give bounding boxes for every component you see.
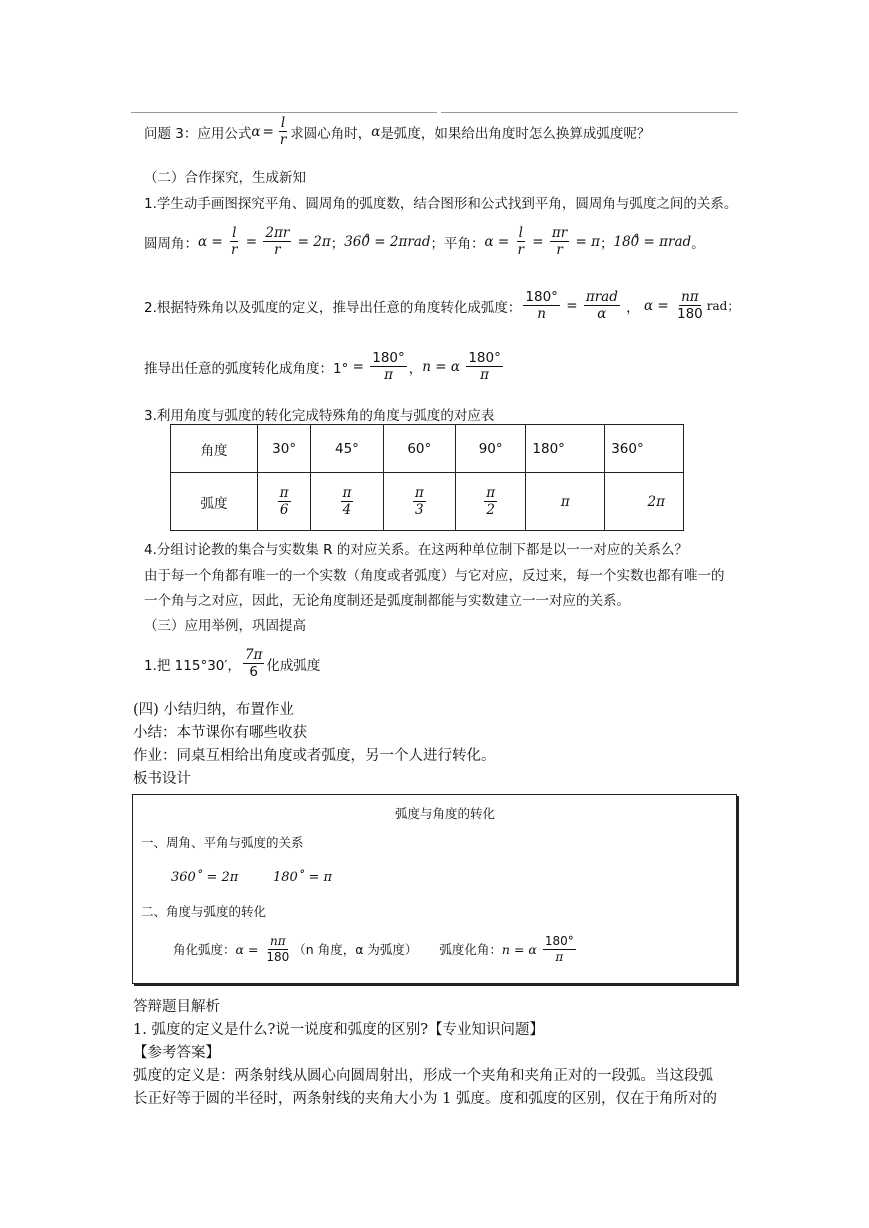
board-section-2: 二、角度与弧度的转化	[141, 904, 267, 919]
table-cell: π	[526, 473, 605, 531]
summary: 小结：本节课你有哪些收获	[133, 725, 307, 741]
answer-reference: 【参考答案】	[133, 1045, 220, 1061]
equation-circle-angle: 圆周角： α = $\frac{l}{r}$ = $\frac{2\pi r}{r}$ = 2π ； 360̊ = 2πrad ；平角： α = $\frac{l}{r}$ = $\frac{\pi r}{r}$ = π ； 180̊ = πrad 。	[144, 225, 705, 259]
board-section-1: 一、周角、平角与弧度的关系	[141, 835, 304, 850]
item-1: 1.学生动手画图探究平角、圆周角的弧度数，结合图形和公式找到平角，圆周角与弧度之间的关系。	[144, 196, 738, 212]
board-formula-full: 360˚ = 2π	[171, 870, 239, 885]
angle-radian-table	[170, 424, 684, 531]
table-cell: $\frac{\pi}{2}$	[455, 473, 525, 531]
top-rule-right	[441, 112, 738, 113]
example-1: 1.把 115°30′， $\frac{7\pi}{6}$ 化成弧度	[144, 647, 321, 681]
table-cell: 360°	[605, 425, 684, 473]
item-2: 2.根据特殊角以及弧度的定义，推导出任意的角度转化成弧度： $\frac{180^\circ}{n}$ = $\frac{\text{πrad}}{\alpha}$ ， α = $\frac{n\pi}{180}$ rad；	[144, 289, 740, 323]
item-2b: 推导出任意的弧度转化成角度：1° = $\frac{180^\circ}{\pi}$ ， n = α $\frac{180^\circ}{\pi}$	[144, 350, 501, 384]
table-cell: 45°	[311, 425, 383, 473]
top-rule-left	[131, 112, 437, 113]
table-row-label-degree: 角度	[171, 425, 258, 473]
board-conversion-formulas: 角化弧度： α = $\frac{n\pi}{180}$ （n 角度，α 为弧度） 弧度化角： n = α $\frac{180^\circ}{\pi}$	[173, 934, 574, 964]
table-cell: 30°	[257, 425, 310, 473]
table-cell: 60°	[383, 425, 455, 473]
board-heading: 弧度与角度的转化	[395, 806, 496, 821]
answer-paragraph-line2: 长正好等于圆的半径时，两条射线的夹角大小为 1 弧度。度和弧度的区别，仅在于角所对的	[133, 1091, 717, 1107]
homework: 作业：同桌互相给出角度或者弧度，另一个人进行转化。	[133, 748, 496, 764]
item-3: 3.利用角度与弧度的转化完成特殊角的角度与弧度的对应表	[144, 408, 495, 424]
section-3-title: （三）应用举例，巩固提高	[144, 618, 306, 634]
board-design-title: 板书设计	[133, 771, 191, 787]
table-cell: 90°	[455, 425, 525, 473]
table-row-label-radian: 弧度	[171, 473, 258, 531]
section-4-title: (四) 小结归纳，布置作业	[133, 702, 294, 718]
answer-section-title: 答辩题目解析	[133, 999, 220, 1015]
answer-question: 1. 弧度的定义是什么?说一说度和弧度的区别?【专业知识问题】	[133, 1022, 544, 1038]
item-4: 4.分组讨论教的集合与实数集 R 的对应关系。在这两种单位制下都是以一一对应的关系么？	[144, 542, 688, 558]
item-4-answer-line1: 由于每一个角都有唯一的一个实数（角度或者弧度）与它对应，反过来，每一个实数也都有唯一的	[144, 568, 725, 584]
board-formula-half: 180˚ = π	[273, 870, 333, 885]
answer-paragraph-line1: 弧度的定义是：两条射线从圆心向圆周射出，形成一个夹角和夹角正对的一段弧。当这段弧	[133, 1068, 713, 1084]
item-4-answer-line2: 一个角与之对应，因此，无论角度制还是弧度制都能与实数建立一一对应的关系。	[144, 593, 630, 609]
question-3: 问题 3：应用公式 α = $\frac{l}{r}$ 求圆心角时， α 是弧度，如果给出角度时怎么换算成弧度呢？	[144, 115, 651, 149]
table-cell: $\frac{\pi}{6}$	[257, 473, 310, 531]
section-2-title: （二）合作探究，生成新知	[144, 170, 306, 186]
board-design-box	[132, 794, 737, 984]
table-cell: $\frac{\pi}{4}$	[311, 473, 383, 531]
table-cell: 2π	[605, 473, 684, 531]
table-cell: 180°	[526, 425, 605, 473]
table-cell: $\frac{\pi}{3}$	[383, 473, 455, 531]
